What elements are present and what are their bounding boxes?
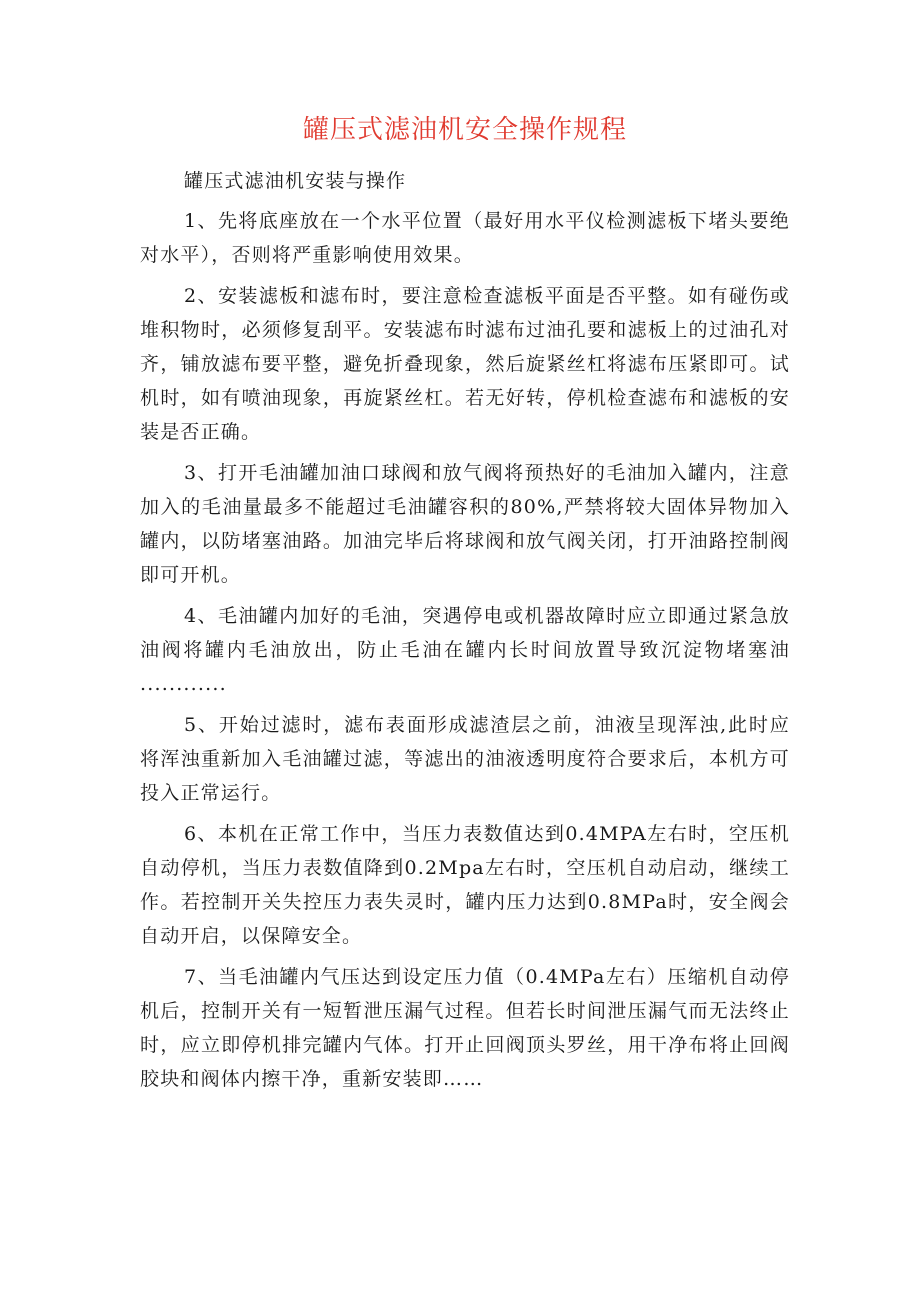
paragraph-6: 6、本机在正常工作中，当压力表数值达到0.4MPA左右时，空压机自动停机，当压力表数值降到0.2Mpa左右时，空压机自动启动，继续工作。若控制开关失控压力表失灵时，罐内压力达到0.8MPa时，安全阀会自动开启，以保障安全。 bbox=[140, 823, 790, 947]
paragraph-5: 5、开始过滤时，滤布表面形成滤渣层之前，油液呈现浑浊,此时应将浑浊重新加入毛油罐过滤，等滤出的油液透明度符合要求后，本机方可投入正常运行。 bbox=[140, 714, 790, 804]
section-subtitle: 罐压式滤油机安装与操作 bbox=[184, 170, 407, 192]
document-page bbox=[140, 108, 790, 1103]
paragraph-2: 2、安装滤板和滤布时，要注意检查滤板平面是否平整。如有碰伤或堆积物时，必须修复刮平。安装滤布时滤布过油孔要和滤板上的过油孔对齐，铺放滤布要平整，避免折叠现象，然后旋紧丝杠将滤布压紧即可。试机时，如有喷油现象，再旋紧丝杠。若无好转，停机检查滤布和滤板的安装是否正确。 bbox=[140, 285, 790, 443]
paragraph-3: 3、打开毛油罐加油口球阀和放气阀将预热好的毛油加入罐内，注意加入的毛油量最多不能超过毛油罐容积的80%,严禁将较大固体异物加入罐内，以防堵塞油路。加油完毕后将球阀和放气阀关闭，打开油路控制阀即可开机。 bbox=[140, 462, 790, 586]
paragraph-1: 1、先将底座放在一个水平位置（最好用水平仪检测滤板下堵头要绝对水平），否则将严重影响使用效果。 bbox=[140, 210, 790, 266]
paragraph-7: 7、当毛油罐内气压达到设定压力值（0.4MPa左右）压缩机自动停机后，控制开关有一短暂泄压漏气过程。但若长时间泄压漏气而无法终止时，应立即停机排完罐内气体。打开止回阀顶头罗丝，用干净布将止回阀胶块和阀体内擦干净，重新安装即…… bbox=[140, 966, 790, 1090]
document-title: 罐压式滤油机安全操作规程 bbox=[302, 115, 627, 145]
paragraph-4: 4、毛油罐内加好的毛油，突遇停电或机器故障时应立即通过紧急放油阀将罐内毛油放出，防止毛油在罐内长时间放置导致沉淀物堵塞油 ............ bbox=[140, 605, 790, 695]
